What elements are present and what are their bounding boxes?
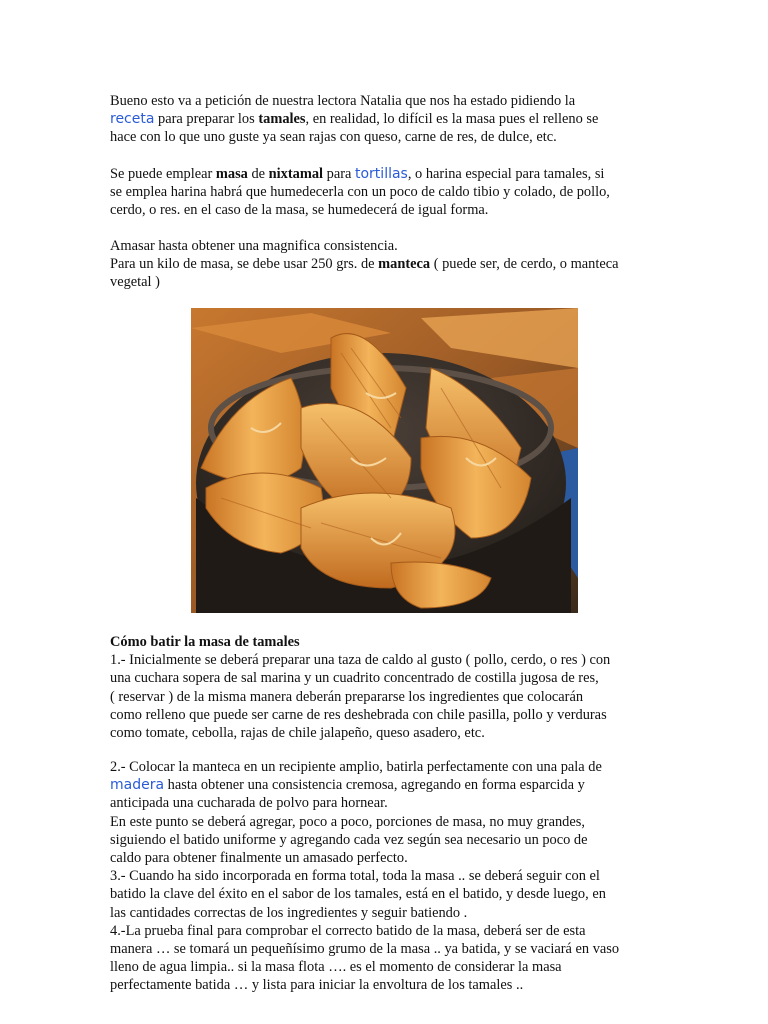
text-line: se emplea harina habrá que humedecerla con un poco de caldo tibio y colado, de pollo, (110, 184, 610, 201)
batir-section (110, 633, 670, 742)
tamales-photo (191, 308, 578, 613)
text-line: manera … se tomará un pequeñísimo grumo de la masa .. ya batida, y se vaciará en vaso (110, 941, 620, 958)
text-line: batido la clave del éxito en el sabor de los tamales, está en el batido, y desde luego, en (110, 886, 606, 903)
text-line: Bueno esto va a petición de nuestra lectora Natalia que nos ha estado pidiendo la (110, 93, 576, 109)
text-line: las cantidades correctas de los ingredientes y seguir batiendo . (110, 904, 468, 921)
text-line: 1.- Inicialmente se deberá preparar una taza de caldo al gusto ( pollo, cerdo, o res ) con (110, 652, 611, 669)
text-line: caldo para obtener finalmente un amasado perfecto. (110, 850, 408, 867)
text-line: anticipada una cucharada de polvo para hornear. (110, 795, 388, 812)
text-line: como relleno que puede ser carne de res deshebrada con chile pasilla, pollo y verduras (110, 706, 607, 723)
text-line: siguiendo el batido uniforme y agregando cada vez según sea necesario un poco de (110, 831, 588, 848)
text-line: 2.- Colocar la manteca en un recipiente amplio, batirla perfectamente con una pala de (110, 759, 602, 775)
text-line: lleno de agua limpia.. si la masa flota …. es el momento de considerar la masa (110, 959, 562, 976)
text-line: 3.- Cuando ha sido incorporada en forma total, toda la masa .. se deberá seguir con el (110, 868, 600, 885)
text-line: hace con lo que uno guste ya sean rajas con queso, carne de res, de dulce, etc. (110, 129, 557, 146)
madera-link[interactable]: madera (110, 777, 165, 794)
tortillas-link[interactable]: tortillas (355, 166, 408, 182)
text-line: ( reservar ) de la misma manera deberán prepararse los ingredientes que colocarán (110, 688, 584, 705)
text-line: cerdo, o res. en el caso de la masa, se humedecerá de igual forma. (110, 202, 489, 219)
text-line: 4.-La prueba final para comprobar el correcto batido de la masa, deberá ser de esta (110, 922, 586, 939)
step2-paragraph: 2.- Colocar la manteca en un recipiente amplio, batirla perfectamente con una pala de madera hasta obtener una consistencia cremosa, agregando en forma esparcida y anticipada una cucharada de polvo para hornear. En este punto se deberá agregar, poco a poco, porciones de masa, no muy grandes, siguiendo el batido uniforme y agregando cada vez según sea necesario un poco de caldo para obtener finalmente un amasado perfecto. 3.- Cuando ha sido incorporada en forma total, toda la masa .. se deberá seguir con el batido la clave del éxito en el sabor de los tamales, está en el batido, y desde luego, en las cantidades correctas de los ingredientes y seguir batiendo . 4.-La prueba final para comprobar el correcto batido de la masa, deberá ser de esta manera … se tomará un pequeñísimo grumo de la masa .. ya batida, y se vaciará en vaso lleno de agua limpia.. si la masa flota …. es el momento de considerar la masa perfectamente batida … y lista para iniciar la envoltura de los tamales .. (110, 758, 670, 995)
masa-paragraph: Se puede emplear masa de nixtamal para tortillas, o harina especial para tamales, si se emplea harina habrá que humedecerla con un poco de caldo tibio y colado, de pollo, cerdo, o res. en el caso de la masa, se humedecerá de igual forma. (110, 165, 670, 220)
text-line: perfectamente batida … y lista para iniciar la envoltura de los tamales .. (110, 977, 524, 994)
text-line: Amasar hasta obtener una magnifica consistencia. (110, 238, 398, 254)
intro-paragraph: Bueno esto va a petición de nuestra lectora Natalia que nos ha estado pidiendo la receta para preparar los tamales, en realidad, lo difícil es la masa pues el relleno se hace con lo que uno guste ya sean rajas con queso, carne de res, de dulce, etc. (110, 92, 670, 147)
receta-link[interactable]: receta (110, 111, 155, 128)
text-line: vegetal ) (110, 274, 160, 291)
text-line: una cuchara sopera de sal marina y un cuadrito concentrado de costilla jugosa de res, (110, 670, 599, 687)
text-line: En este punto se deberá agregar, poco a poco, porciones de masa, no muy grandes, (110, 813, 585, 830)
text-line: como tomate, cebolla, rajas de chile jalapeño, queso asadero, etc. (110, 725, 485, 742)
tamales-image (191, 308, 578, 613)
section-heading: Cómo batir la masa de tamales (110, 634, 300, 650)
manteca-paragraph: Amasar hasta obtener una magnifica consistencia. Para un kilo de masa, se debe usar 250 grs. de manteca ( puede ser, de cerdo, o manteca vegetal ) (110, 237, 670, 292)
